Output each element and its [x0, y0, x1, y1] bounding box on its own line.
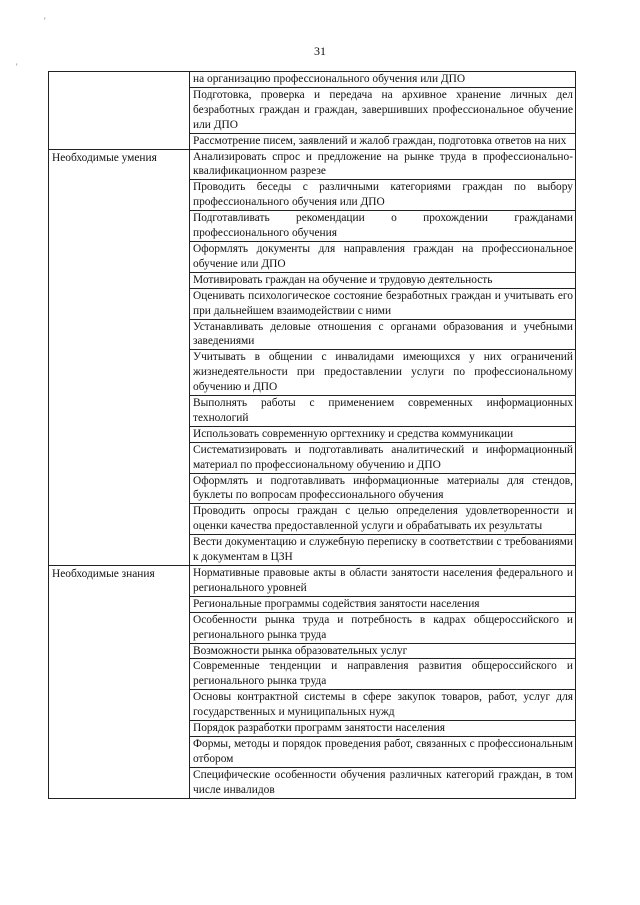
- list-item: Вести документацию и служебную переписку в соответствии с требованиями к документам в ЦЗН: [193, 536, 573, 564]
- list-item: Порядок разработки программ занятости населения: [190, 721, 575, 737]
- list-item: Формы, методы и порядок проведения работ, связанных с профессиональным отбором: [190, 737, 575, 768]
- list-item: Устанавливать деловые отношения с органами образования и учебными заведениями: [190, 320, 575, 351]
- row-label: Необходимые умения: [49, 149, 190, 565]
- table-row: [49, 72, 576, 150]
- table-row: [49, 566, 576, 799]
- list-item: Специфические особенности обучения различных категорий граждан, в том числе инвалидов: [193, 768, 573, 796]
- list-item: Особенности рынка труда и потребность в кадрах общероссийского и регионального рынка труда: [190, 613, 575, 644]
- list-item: Возможности рынка образовательных услуг: [190, 644, 575, 660]
- list-item: Мотивировать граждан на обучение и трудовую деятельность: [190, 273, 575, 289]
- row-label: Необходимые знания: [49, 566, 190, 799]
- list-item: Подготавливать рекомендации о прохождении гражданами профессионального обучения: [190, 211, 575, 242]
- list-item: Подготовка, проверка и передача на архивное хранение личных дел безработных граждан и граждан, завершивших профессиональное обучение или ДПО: [190, 88, 575, 134]
- list-item: Анализировать спрос и предложение на рынке труда в профессионально-квалификационном разрезе: [190, 150, 575, 181]
- list-item: Оформлять и подготавливать информационные материалы для стендов, буклеты по вопросам профессионального обучения: [190, 474, 575, 505]
- margin-mark-top: ': [44, 16, 46, 26]
- list-item: Региональные программы содействия занятости населения: [190, 597, 575, 613]
- page-number: 31: [314, 44, 326, 58]
- list-item: Основы контрактной системы в сфере закупок товаров, работ, услуг для государственных и муниципальных нужд: [190, 690, 575, 721]
- row-items: [190, 149, 576, 565]
- list-item: Нормативные правовые акты в области занятости населения федерального и регионального уровней: [190, 566, 575, 597]
- list-item: Проводить беседы с различными категориями граждан по выбору профессионального обучения или ДПО: [190, 180, 575, 211]
- list-item: Проводить опросы граждан с целью определения удовлетворенности и оценки качества предоставленной услуги и обрабатывать их результаты: [190, 504, 575, 535]
- list-item: Выполнять работы с применением современных информационных технологий: [190, 396, 575, 427]
- list-item: на организацию профессионального обучения или ДПО: [190, 72, 575, 88]
- competency-table: [48, 71, 576, 799]
- list-item: Систематизировать и подготавливать аналитический и информационный материал по профессиональному обучению и ДПО: [190, 443, 575, 474]
- table-row: [49, 149, 576, 565]
- list-item: Оформлять документы для направления граждан на профессиональное обучение или ДПО: [190, 242, 575, 273]
- margin-mark-side: ': [16, 62, 18, 72]
- list-item: Современные тенденции и направления развития общероссийского и регионального рынка труда: [190, 659, 575, 690]
- list-item: Учитывать в общении с инвалидами имеющихся у них ограничений жизнедеятельности при предоставлении услуги по профессиональному обучению и ДПО: [190, 350, 575, 396]
- list-item: Использовать современную оргтехнику и средства коммуникации: [190, 427, 575, 443]
- list-item: Оценивать психологическое состояние безработных граждан и учитывать его при дальнейшем взаимодействии с ними: [190, 289, 575, 320]
- row-items: [190, 566, 576, 799]
- list-item: Рассмотрение писем, заявлений и жалоб граждан, подготовка ответов на них: [193, 134, 567, 147]
- row-items: [190, 72, 576, 150]
- row-label: [49, 72, 190, 150]
